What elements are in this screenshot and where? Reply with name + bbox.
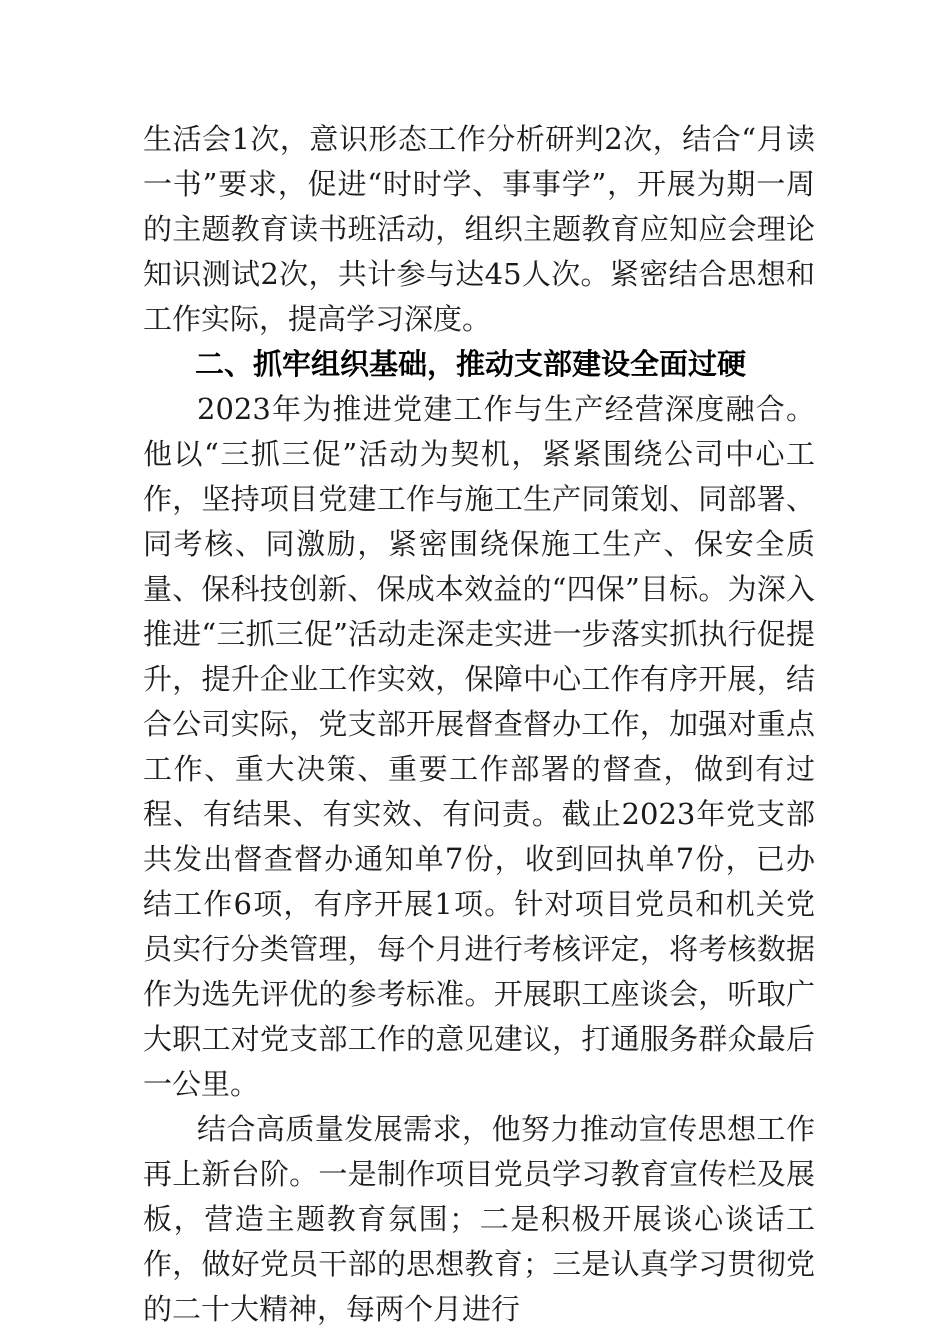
paragraph-organization-work: 2023年为推进党建工作与生产经营深度融合。他以“三抓三促”活动为契机，紧紧围绕公司中心工作，坚持项目党建工作与施工生产同策划、同部署、同考核、同激励，紧密围绕保施工生产、保安全质量、保科技创新、保成本效益的“四保”目标。为深入推进“三抓三促”活动走深走实进一步落实抓执行促提升，提升企业工作实效，保障中心工作有序开展，结合公司实际，党支部开展督查督办工作，加强对重点工作、重大决策、重要工作部署的督查，做到有过程、有结果、有实效、有问责。截止2023年党支部共发出督查督办通知单7份，收到回执单7份，已办结工作6项，有序开展1项。针对项目党员和机关党员实行分类管理，每个月进行考核评定，将考核数据作为选先评优的参考标准。开展职工座谈会，听取广大职工对党支部工作的意见建议，打通服务群众最后一公里。 (143, 392, 815, 1101)
section-heading: 二、抓牢组织基础，推动支部建设全面过硬 (195, 347, 747, 381)
paragraph-publicity-work: 结合高质量发展需求，他努力推动宣传思想工作再上新台阶。一是制作项目党员学习教育宣传栏及展板，营造主题教育氛围；二是积极开展谈心谈话工作，做好党员干部的思想教育；三是认真学习贯彻党的二十大精神，每两个月进行 (143, 1112, 815, 1326)
document-text-block (143, 117, 815, 1332)
paragraph-continuation: 生活会1次，意识形态工作分析研判2次，结合“月读一书”要求，促进“时时学、事事学”，开展为期一周的主题教育读书班活动，组织主题教育应知应会理论知识测试2次，共计参与达45人次。紧密结合思想和工作实际，提高学习深度。 (143, 122, 815, 336)
